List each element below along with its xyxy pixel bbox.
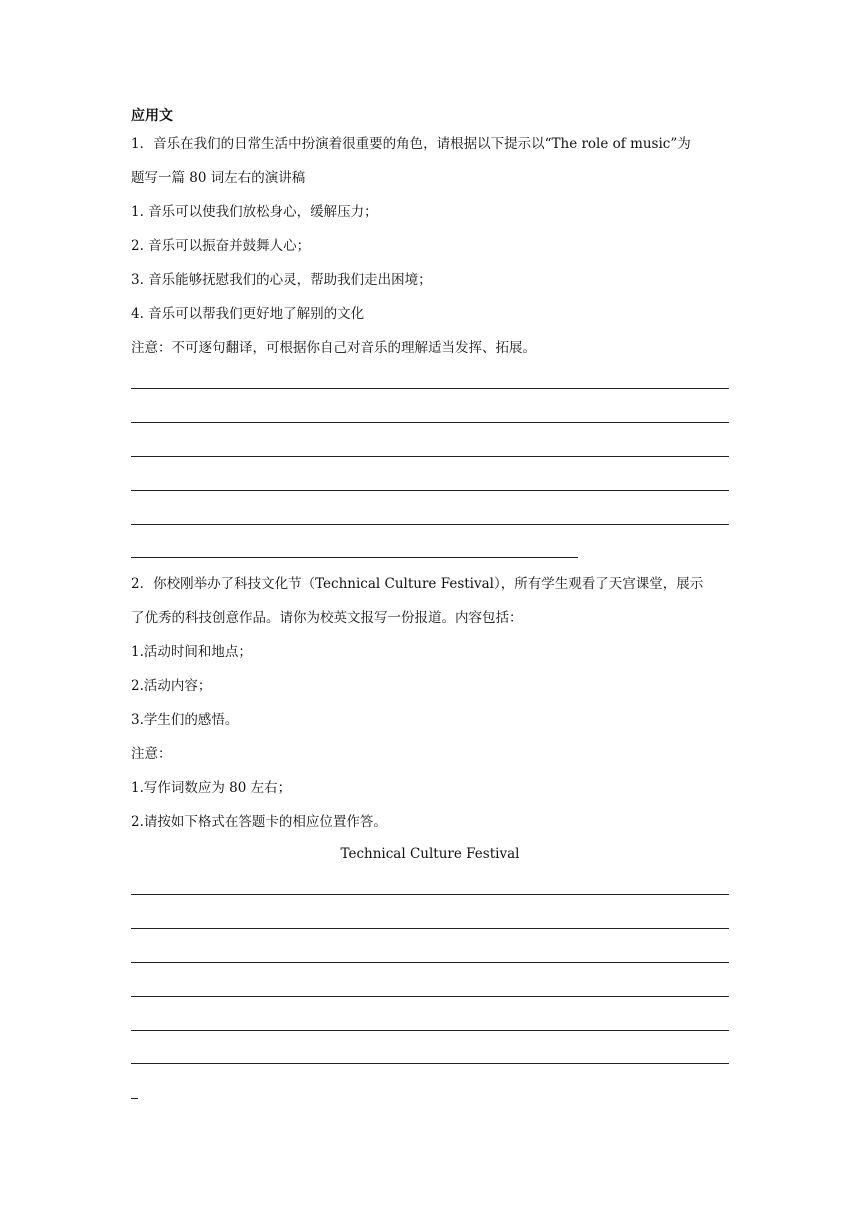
q1-answer-line-4 [131, 490, 729, 491]
q1-answer-line-3 [131, 456, 729, 457]
q1-point-1: 1. 音乐可以使我们放松身心，缓解压力； [131, 204, 378, 220]
q1-point-2: 2. 音乐可以振奋并鼓舞人心； [131, 238, 311, 254]
q1-answer-line-2 [131, 422, 729, 423]
q2-prompt-line-2: 了优秀的科技创意作品。请你为校英文报写一份报道。内容包括： [131, 610, 523, 626]
q1-prompt-line-2: 题写一篇 80 词左右的演讲稿 [131, 170, 306, 186]
q2-answer-line-5 [131, 1030, 729, 1031]
q2-note-1: 1.写作词数应为 80 左右； [131, 780, 292, 796]
q2-answer-line-2 [131, 928, 729, 929]
q1-answer-line-1 [131, 388, 729, 389]
section-heading: 应用文 [131, 108, 173, 124]
q1-prompt-line-1: 1．音乐在我们的日常生活中扮演着很重要的角色，请根据以下提示以“The role of music”为 [131, 136, 691, 152]
q2-answer-line-1 [131, 894, 729, 895]
q2-answer-line-7 [131, 1098, 138, 1099]
q1-answer-line-6 [131, 557, 578, 558]
q2-answer-line-3 [131, 962, 729, 963]
q2-answer-line-6 [131, 1063, 729, 1064]
q1-note: 注意：不可逐句翻译，可根据你自己对音乐的理解适当发挥、拓展。 [131, 340, 536, 356]
q1-point-4: 4. 音乐可以帮我们更好地了解别的文化 [131, 306, 365, 322]
q1-answer-line-5 [131, 524, 729, 525]
q2-note-2: 2.请按如下格式在答题卡的相应位置作答。 [131, 814, 387, 830]
q1-point-3: 3. 音乐能够抚慰我们的心灵，帮助我们走出困境； [131, 272, 432, 288]
q2-point-1: 1.活动时间和地点； [131, 644, 252, 660]
q2-essay-title: Technical Culture Festival [340, 846, 520, 862]
q2-point-2: 2.活动内容； [131, 678, 212, 694]
q2-note-label: 注意： [131, 746, 172, 762]
q2-point-3: 3.学生们的感悟。 [131, 712, 239, 728]
q2-prompt-line-1: 2．你校刚举办了科技文化节（Technical Culture Festival），所有学生观看了天宫课堂，展示 [131, 576, 704, 592]
q2-answer-line-4 [131, 996, 729, 997]
